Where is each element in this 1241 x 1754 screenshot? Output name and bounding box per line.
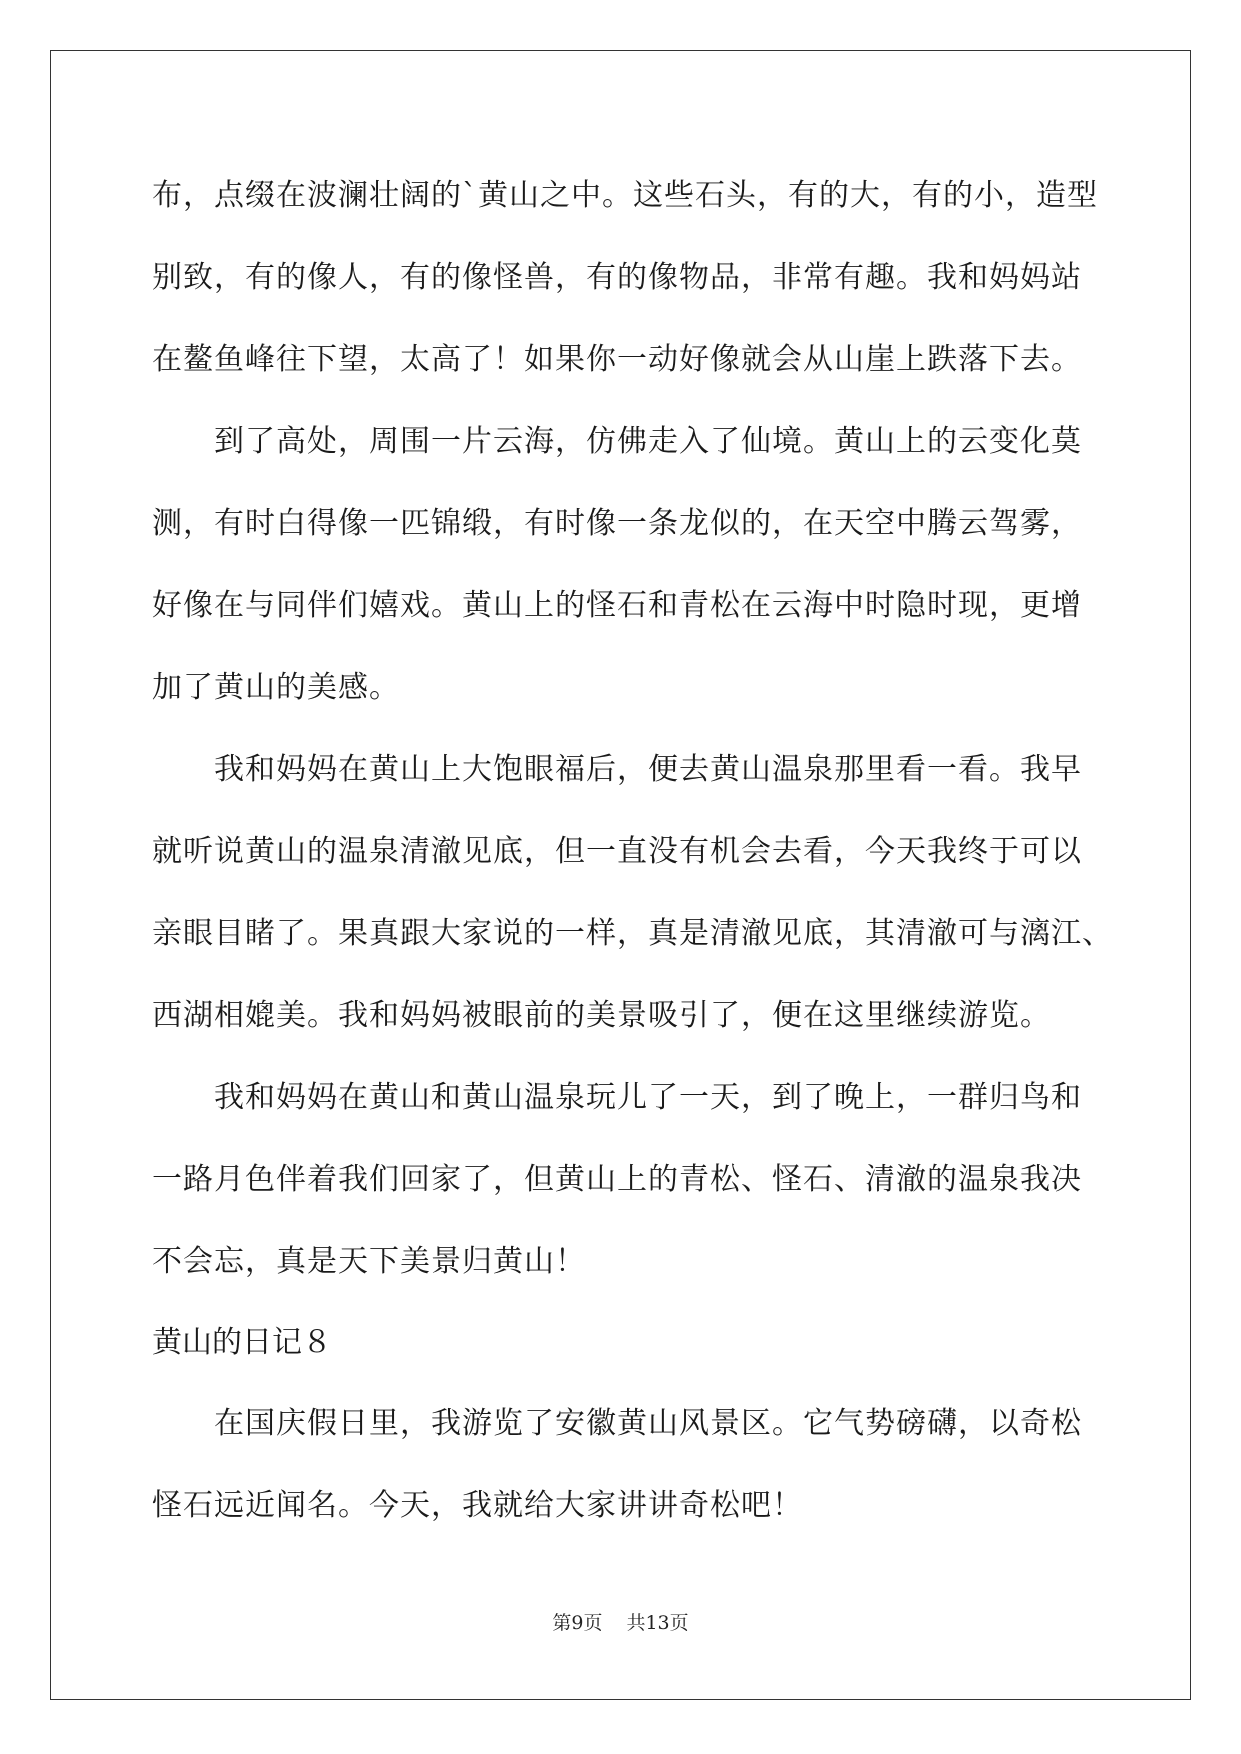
text-line: 加了黄山的美感。 [152, 670, 400, 705]
text-line: 在鳌鱼峰往下望，太高了！如果你一动好像就会从山崖上跌落下去。 [152, 342, 1082, 377]
section-heading: 黄山的日记８ [152, 1325, 332, 1360]
page-footer [0, 1611, 1241, 1635]
text-line: 亲眼目睹了。果真跟大家说的一样，真是清澈见底，其清澈可与漓江、 [152, 916, 1113, 951]
page-number: 第9页 [552, 1612, 603, 1634]
text-line: 别致，有的像人，有的像怪兽，有的像物品，非常有趣。我和妈妈站 [152, 260, 1082, 295]
text-line: 我和妈妈在黄山和黄山温泉玩儿了一天，到了晚上，一群归鸟和 [214, 1080, 1082, 1115]
document-body [152, 155, 1112, 1547]
text-line: 在国庆假日里，我游览了安徽黄山风景区。它气势磅礴，以奇松 [214, 1406, 1082, 1441]
page-total: 共13页 [626, 1612, 689, 1634]
text-line: 好像在与同伴们嬉戏。黄山上的怪石和青松在云海中时隐时现，更增 [152, 588, 1082, 623]
text-line: 西湖相媲美。我和妈妈被眼前的美景吸引了，便在这里继续游览。 [152, 998, 1051, 1033]
text-line: 就听说黄山的温泉清澈见底，但一直没有机会去看，今天我终于可以 [152, 834, 1082, 869]
text-line: 怪石远近闻名。今天，我就给大家讲讲奇松吧！ [152, 1488, 803, 1523]
text-line: 我和妈妈在黄山上大饱眼福后，便去黄山温泉那里看一看。我早 [214, 752, 1082, 787]
text-line: 一路月色伴着我们回家了，但黄山上的青松、怪石、清澈的温泉我决 [152, 1162, 1082, 1197]
text-line: 到了高处，周围一片云海，仿佛走入了仙境。黄山上的云变化莫 [214, 424, 1082, 459]
text-line: 测，有时白得像一匹锦缎，有时像一条龙似的，在天空中腾云驾雾， [152, 506, 1082, 541]
text-line: 布，点缀在波澜壮阔的`黄山之中。这些石头，有的大，有的小，造型 [152, 178, 1098, 213]
text-line: 不会忘，真是天下美景归黄山！ [152, 1244, 586, 1279]
